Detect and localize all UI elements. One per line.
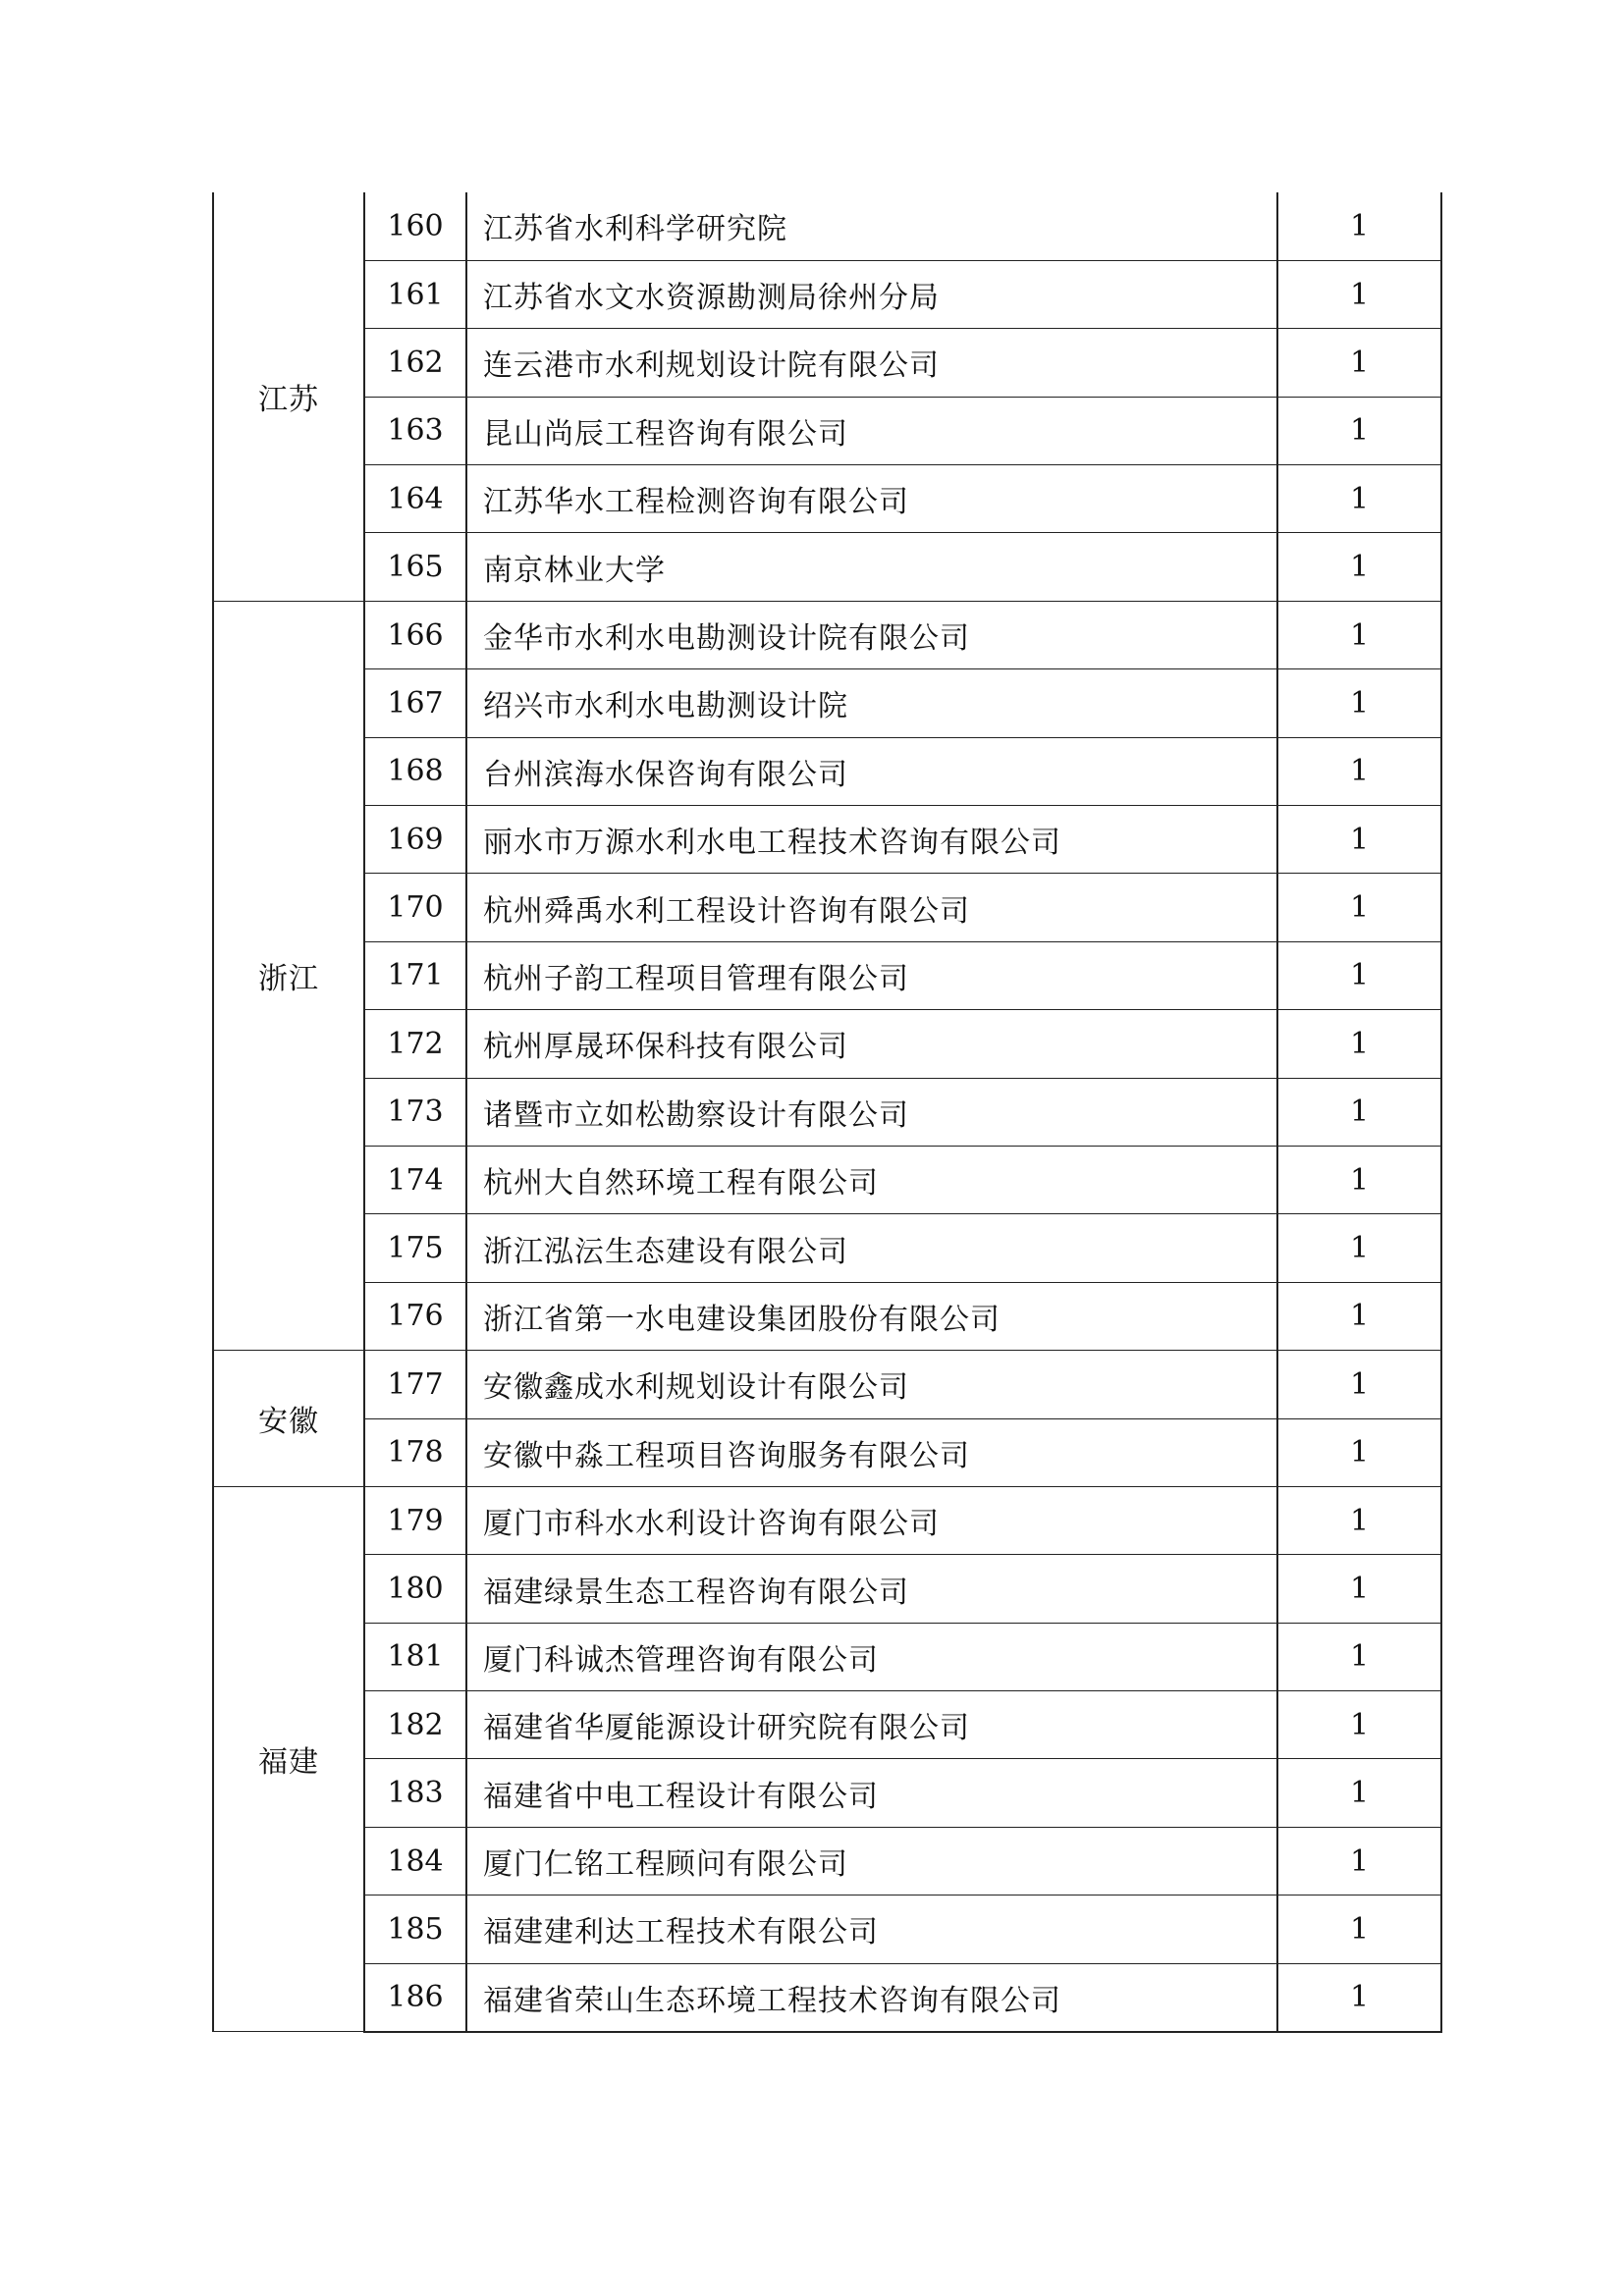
count-cell: 1 [1277, 1963, 1441, 2031]
row-number-cell: 184 [364, 1827, 466, 1895]
table-row [213, 1010, 1441, 1078]
row-number-cell: 174 [364, 1146, 466, 1213]
count-cell: 1 [1277, 260, 1441, 328]
unit-name-cell: 杭州舜禹水利工程设计咨询有限公司 [466, 874, 1277, 941]
unit-name-cell: 江苏华水工程检测咨询有限公司 [466, 465, 1277, 533]
row-number-cell: 166 [364, 601, 466, 668]
unit-list-table [212, 192, 1442, 2033]
table-row [213, 1351, 1441, 1418]
province-cell: 福建 [213, 1486, 364, 2031]
province-cell: 安徽 [213, 1351, 364, 1487]
unit-name-cell: 丽水市万源水利水电工程技术咨询有限公司 [466, 806, 1277, 874]
row-number-cell: 171 [364, 941, 466, 1009]
unit-name-cell: 浙江泓沄生态建设有限公司 [466, 1214, 1277, 1282]
table-row [213, 1418, 1441, 1486]
unit-name-cell: 厦门仁铭工程顾问有限公司 [466, 1827, 1277, 1895]
row-number-cell: 175 [364, 1214, 466, 1282]
row-number-cell: 165 [364, 533, 466, 601]
count-cell: 1 [1277, 601, 1441, 668]
row-number-cell: 186 [364, 1963, 466, 2031]
table-row [213, 806, 1441, 874]
table-row [213, 1963, 1441, 2031]
province-cell: 江苏 [213, 192, 364, 601]
count-cell: 1 [1277, 1555, 1441, 1623]
unit-name-cell: 江苏省水文水资源勘测局徐州分局 [466, 260, 1277, 328]
table-row [213, 1691, 1441, 1759]
unit-name-cell: 昆山尚辰工程咨询有限公司 [466, 397, 1277, 464]
unit-name-cell: 南京林业大学 [466, 533, 1277, 601]
table-row [213, 1623, 1441, 1690]
table-row [213, 260, 1441, 328]
row-number-cell: 179 [364, 1486, 466, 1554]
row-number-cell: 163 [364, 397, 466, 464]
row-number-cell: 185 [364, 1896, 466, 1963]
table-row [213, 1282, 1441, 1350]
unit-name-cell: 福建绿景生态工程咨询有限公司 [466, 1555, 1277, 1623]
unit-name-cell: 福建建利达工程技术有限公司 [466, 1896, 1277, 1963]
count-cell: 1 [1277, 1146, 1441, 1213]
unit-name-cell: 浙江省第一水电建设集团股份有限公司 [466, 1282, 1277, 1350]
count-cell: 1 [1277, 1078, 1441, 1146]
table-row [213, 1896, 1441, 1963]
table-row [213, 1214, 1441, 1282]
row-number-cell: 161 [364, 260, 466, 328]
count-cell: 1 [1277, 192, 1441, 260]
table-row [213, 533, 1441, 601]
row-number-cell: 182 [364, 1691, 466, 1759]
count-cell: 1 [1277, 1759, 1441, 1827]
unit-name-cell: 江苏省水利科学研究院 [466, 192, 1277, 260]
table-body [213, 192, 1441, 2032]
row-number-cell: 180 [364, 1555, 466, 1623]
table-row [213, 465, 1441, 533]
table-row [213, 329, 1441, 397]
row-number-cell: 176 [364, 1282, 466, 1350]
count-cell: 1 [1277, 1010, 1441, 1078]
table-row [213, 1555, 1441, 1623]
unit-name-cell: 杭州厚晟环保科技有限公司 [466, 1010, 1277, 1078]
count-cell: 1 [1277, 806, 1441, 874]
table-row [213, 192, 1441, 260]
table-row [213, 1486, 1441, 1554]
unit-name-cell: 连云港市水利规划设计院有限公司 [466, 329, 1277, 397]
row-number-cell: 162 [364, 329, 466, 397]
row-number-cell: 169 [364, 806, 466, 874]
count-cell: 1 [1277, 1351, 1441, 1418]
count-cell: 1 [1277, 941, 1441, 1009]
count-cell: 1 [1277, 737, 1441, 805]
unit-name-cell: 绍兴市水利水电勘测设计院 [466, 669, 1277, 737]
table-row [213, 397, 1441, 464]
table-row [213, 1078, 1441, 1146]
table-row [213, 1146, 1441, 1213]
unit-name-cell: 安徽中淼工程项目咨询服务有限公司 [466, 1418, 1277, 1486]
count-cell: 1 [1277, 669, 1441, 737]
count-cell: 1 [1277, 1623, 1441, 1690]
unit-name-cell: 福建省荣山生态环境工程技术咨询有限公司 [466, 1963, 1277, 2031]
row-number-cell: 168 [364, 737, 466, 805]
unit-name-cell: 福建省中电工程设计有限公司 [466, 1759, 1277, 1827]
table-row [213, 1759, 1441, 1827]
unit-name-cell: 杭州大自然环境工程有限公司 [466, 1146, 1277, 1213]
unit-name-cell: 厦门市科水水利设计咨询有限公司 [466, 1486, 1277, 1554]
count-cell: 1 [1277, 1691, 1441, 1759]
unit-name-cell: 安徽鑫成水利规划设计有限公司 [466, 1351, 1277, 1418]
count-cell: 1 [1277, 1418, 1441, 1486]
table-row [213, 874, 1441, 941]
count-cell: 1 [1277, 533, 1441, 601]
row-number-cell: 164 [364, 465, 466, 533]
count-cell: 1 [1277, 465, 1441, 533]
table-row [213, 669, 1441, 737]
province-cell: 浙江 [213, 601, 364, 1350]
row-number-cell: 167 [364, 669, 466, 737]
table-row [213, 941, 1441, 1009]
count-cell: 1 [1277, 1486, 1441, 1554]
count-cell: 1 [1277, 1827, 1441, 1895]
count-cell: 1 [1277, 1214, 1441, 1282]
table-row [213, 737, 1441, 805]
table-row [213, 1827, 1441, 1895]
row-number-cell: 178 [364, 1418, 466, 1486]
unit-name-cell: 厦门科诚杰管理咨询有限公司 [466, 1623, 1277, 1690]
count-cell: 1 [1277, 329, 1441, 397]
count-cell: 1 [1277, 1896, 1441, 1963]
row-number-cell: 170 [364, 874, 466, 941]
unit-name-cell: 福建省华厦能源设计研究院有限公司 [466, 1691, 1277, 1759]
row-number-cell: 177 [364, 1351, 466, 1418]
count-cell: 1 [1277, 874, 1441, 941]
row-number-cell: 173 [364, 1078, 466, 1146]
unit-name-cell: 诸暨市立如松勘察设计有限公司 [466, 1078, 1277, 1146]
row-number-cell: 181 [364, 1623, 466, 1690]
unit-name-cell: 台州滨海水保咨询有限公司 [466, 737, 1277, 805]
count-cell: 1 [1277, 1282, 1441, 1350]
row-number-cell: 160 [364, 192, 466, 260]
unit-name-cell: 杭州子韵工程项目管理有限公司 [466, 941, 1277, 1009]
row-number-cell: 172 [364, 1010, 466, 1078]
row-number-cell: 183 [364, 1759, 466, 1827]
count-cell: 1 [1277, 397, 1441, 464]
unit-name-cell: 金华市水利水电勘测设计院有限公司 [466, 601, 1277, 668]
table-row [213, 601, 1441, 668]
